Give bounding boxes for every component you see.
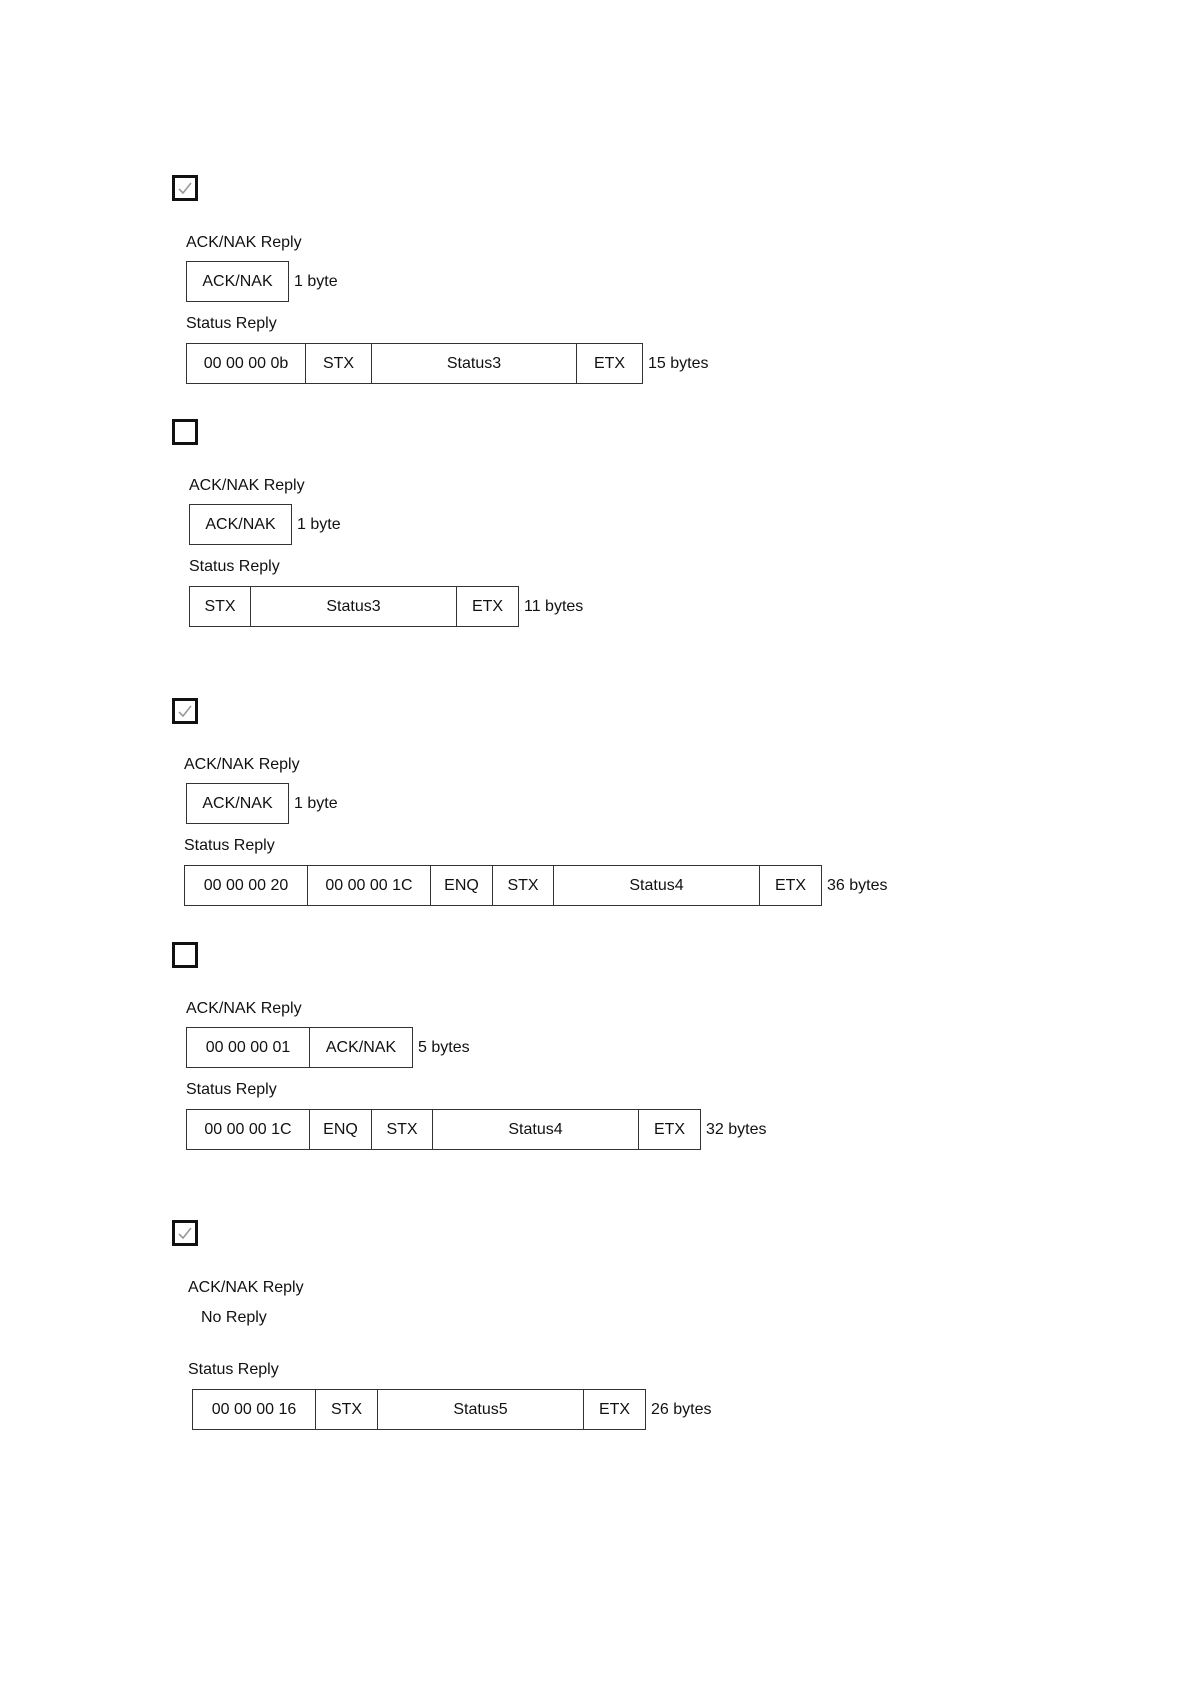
frame-size: 5 bytes (418, 1038, 470, 1056)
status-frame (186, 1109, 766, 1150)
status-frame (189, 586, 583, 627)
frame-size: 15 bytes (648, 354, 709, 372)
frame-field: STX (316, 1389, 378, 1430)
frame-field: 00 00 00 20 (184, 865, 308, 906)
frame-size: 1 byte (297, 515, 341, 533)
frame-size: 32 bytes (706, 1120, 767, 1138)
frame-field: 00 00 00 16 (192, 1389, 316, 1430)
status-reply-label: Status Reply (189, 558, 280, 575)
frame-field: ENQ (431, 865, 493, 906)
frame-field: ETX (639, 1109, 701, 1150)
frame-field: ACK/NAK (189, 504, 292, 545)
frame-field: ETX (577, 343, 643, 384)
frame-field: Status3 (251, 586, 457, 627)
frame-field: ETX (584, 1389, 646, 1430)
frame-field: Status4 (433, 1109, 639, 1150)
frame-size: 26 bytes (651, 1400, 712, 1418)
status-frame (192, 1389, 711, 1430)
status-reply-label: Status Reply (186, 1081, 277, 1098)
ack-nak-reply-label: ACK/NAK Reply (189, 477, 305, 494)
frame-field: STX (493, 865, 554, 906)
no-reply-text: No Reply (201, 1309, 267, 1326)
ack-nak-reply-label: ACK/NAK Reply (188, 1279, 304, 1296)
frame-field: Status5 (378, 1389, 584, 1430)
status-reply-label: Status Reply (188, 1361, 279, 1378)
ack-nak-frame (186, 261, 338, 302)
ack-nak-frame (189, 504, 341, 545)
frame-size: 11 bytes (524, 597, 584, 615)
frame-field: ACK/NAK (310, 1027, 413, 1068)
ack-nak-frame (186, 783, 338, 824)
checkmark-icon (177, 180, 193, 196)
frame-field: 00 00 00 01 (186, 1027, 310, 1068)
frame-field: Status4 (554, 865, 760, 906)
frame-size: 36 bytes (827, 876, 888, 894)
frame-field: ETX (760, 865, 822, 906)
ack-nak-frame (186, 1027, 470, 1068)
ack-nak-reply-label: ACK/NAK Reply (184, 756, 300, 773)
frame-field: ETX (457, 586, 519, 627)
frame-field: ACK/NAK (186, 783, 289, 824)
frame-field: 00 00 00 1C (186, 1109, 310, 1150)
checkbox-checked-3[interactable] (172, 698, 198, 724)
frame-field: STX (189, 586, 251, 627)
checkmark-icon (177, 1225, 193, 1241)
ack-nak-reply-label: ACK/NAK Reply (186, 234, 302, 251)
frame-field: Status3 (372, 343, 577, 384)
status-reply-label: Status Reply (186, 315, 277, 332)
checkbox-unchecked-4[interactable] (172, 942, 198, 968)
frame-field: STX (306, 343, 372, 384)
checkmark-icon (177, 703, 193, 719)
status-frame (184, 865, 887, 906)
checkbox-unchecked-2[interactable] (172, 419, 198, 445)
frame-field: STX (372, 1109, 433, 1150)
frame-size: 1 byte (294, 272, 338, 290)
frame-size: 1 byte (294, 794, 338, 812)
status-frame (186, 343, 708, 384)
ack-nak-reply-label: ACK/NAK Reply (186, 1000, 302, 1017)
frame-field: 00 00 00 1C (308, 865, 431, 906)
frame-field: 00 00 00 0b (186, 343, 306, 384)
status-reply-label: Status Reply (184, 837, 275, 854)
checkbox-checked-5[interactable] (172, 1220, 198, 1246)
frame-field: ACK/NAK (186, 261, 289, 302)
checkbox-checked-1[interactable] (172, 175, 198, 201)
frame-field: ENQ (310, 1109, 372, 1150)
